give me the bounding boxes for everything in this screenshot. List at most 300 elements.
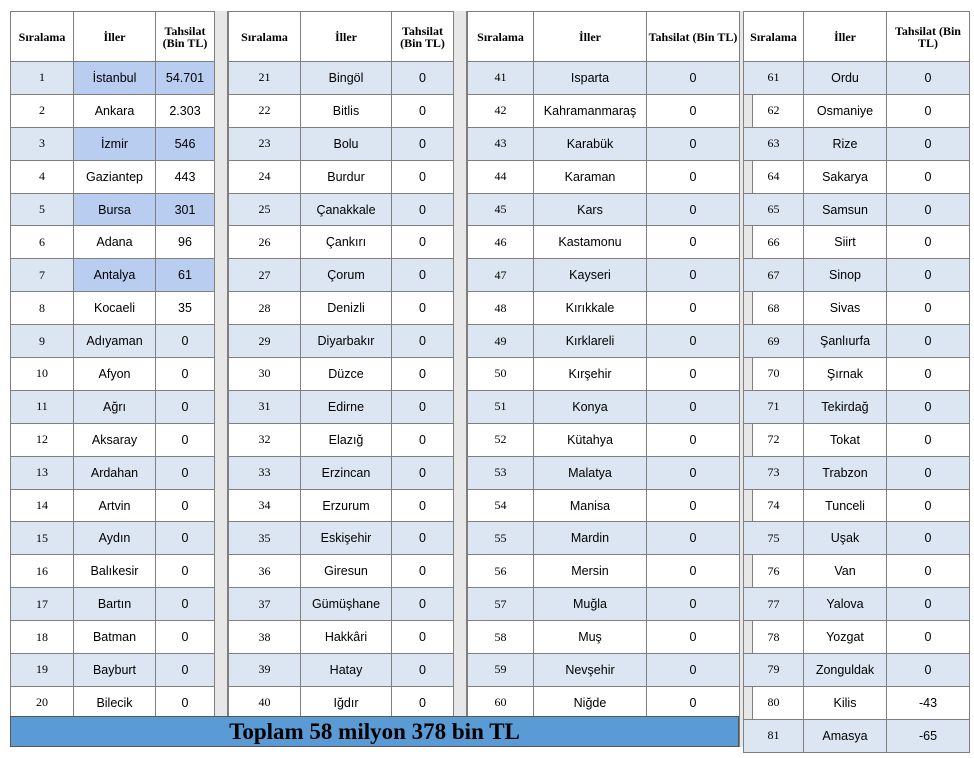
city-cell: Şanlıurfa — [804, 325, 887, 358]
city-cell: Zonguldak — [804, 654, 887, 687]
rank-cell: 5 — [11, 193, 74, 226]
header-row — [229, 12, 454, 62]
city-cell: Çanakkale — [301, 193, 392, 226]
collection-cell: 96 — [156, 226, 215, 259]
collection-cell: 0 — [887, 522, 970, 555]
collection-cell: 0 — [392, 390, 454, 423]
table-row — [744, 555, 970, 588]
table-row — [744, 62, 970, 95]
city-cell: Karabük — [534, 127, 647, 160]
city-cell: Kırıkkale — [534, 292, 647, 325]
city-cell: İzmir — [74, 127, 156, 160]
collection-cell: 0 — [647, 94, 740, 127]
table-row — [229, 325, 454, 358]
header-row — [468, 12, 740, 62]
rank-cell: 52 — [468, 423, 534, 456]
rank-cell: 75 — [744, 522, 804, 555]
table-row — [229, 654, 454, 687]
city-header: İller — [804, 12, 887, 62]
collection-cell: 0 — [392, 654, 454, 687]
city-header: İller — [534, 12, 647, 62]
table-row — [468, 588, 740, 621]
city-cell: Gaziantep — [74, 160, 156, 193]
table-row — [744, 193, 970, 226]
rank-cell: 2 — [11, 94, 74, 127]
collection-cell: 0 — [887, 621, 970, 654]
city-cell: Mersin — [534, 555, 647, 588]
rank-cell: 45 — [468, 193, 534, 226]
city-cell: Giresun — [301, 555, 392, 588]
rank-cell: 23 — [229, 127, 301, 160]
collection-cell: 0 — [887, 62, 970, 95]
table-row — [744, 522, 970, 555]
table-row — [468, 423, 740, 456]
rank-cell: 12 — [11, 423, 74, 456]
rank-cell: 43 — [468, 127, 534, 160]
collection-cell: 0 — [647, 588, 740, 621]
city-cell: Hakkâri — [301, 621, 392, 654]
table-row — [468, 555, 740, 588]
rank-cell: 37 — [229, 588, 301, 621]
table-row — [229, 193, 454, 226]
rank-cell: 19 — [11, 654, 74, 687]
city-cell: Gümüşhane — [301, 588, 392, 621]
rank-header: Sıralama — [744, 12, 804, 62]
table-row — [229, 522, 454, 555]
city-cell: Diyarbakır — [301, 325, 392, 358]
city-cell: Samsun — [804, 193, 887, 226]
rank-cell: 28 — [229, 292, 301, 325]
rank-cell: 54 — [468, 489, 534, 522]
table-row — [468, 390, 740, 423]
city-cell: Batman — [74, 621, 156, 654]
table-row — [468, 226, 740, 259]
city-cell: Nevşehir — [534, 654, 647, 687]
rank-cell: 13 — [11, 456, 74, 489]
table-row — [468, 522, 740, 555]
table-row — [468, 654, 740, 687]
header-row — [11, 12, 215, 62]
rank-cell: 62 — [744, 94, 804, 127]
collection-cell: 0 — [887, 259, 970, 292]
rank-cell: 68 — [744, 292, 804, 325]
rank-cell: 18 — [11, 621, 74, 654]
city-cell: Bitlis — [301, 94, 392, 127]
table-row — [468, 94, 740, 127]
city-cell: Sinop — [804, 259, 887, 292]
rank-cell: 79 — [744, 654, 804, 687]
collection-cell: 0 — [392, 193, 454, 226]
collection-cell: 0 — [887, 127, 970, 160]
city-cell: Bartın — [74, 588, 156, 621]
city-cell: Karaman — [534, 160, 647, 193]
city-cell: Kocaeli — [74, 292, 156, 325]
collection-cell: 0 — [887, 160, 970, 193]
city-cell: Rize — [804, 127, 887, 160]
rank-cell: 10 — [11, 358, 74, 391]
collection-cell: 0 — [392, 621, 454, 654]
rank-header: Sıralama — [468, 12, 534, 62]
table-row — [468, 489, 740, 522]
collection-cell: 0 — [647, 390, 740, 423]
table-row — [468, 292, 740, 325]
collection-cell: 0 — [647, 193, 740, 226]
city-cell: Artvin — [74, 489, 156, 522]
collection-cell: 0 — [392, 522, 454, 555]
collection-cell: 0 — [156, 621, 215, 654]
city-header: İller — [74, 12, 156, 62]
collection-cell: 0 — [887, 325, 970, 358]
table-row — [468, 127, 740, 160]
table-body — [744, 62, 970, 753]
city-cell: Bayburt — [74, 654, 156, 687]
rank-cell: 81 — [744, 719, 804, 752]
collection-cell: 0 — [392, 423, 454, 456]
city-cell: Kütahya — [534, 423, 647, 456]
rank-cell: 32 — [229, 423, 301, 456]
collection-cell: 54.701 — [156, 62, 215, 95]
city-cell: Burdur — [301, 160, 392, 193]
rank-cell: 33 — [229, 456, 301, 489]
rank-cell: 55 — [468, 522, 534, 555]
table-row — [229, 423, 454, 456]
collection-header: Tahsilat (Bin TL) — [156, 12, 215, 62]
table-row — [11, 522, 215, 555]
collection-cell: 0 — [392, 686, 454, 719]
collection-cell: 0 — [156, 358, 215, 391]
collection-cell: 0 — [392, 259, 454, 292]
table-row — [11, 193, 215, 226]
table-row — [744, 489, 970, 522]
rank-cell: 57 — [468, 588, 534, 621]
collection-cell: 0 — [156, 555, 215, 588]
rank-cell: 4 — [11, 160, 74, 193]
rank-cell: 42 — [468, 94, 534, 127]
collection-cell: 0 — [647, 62, 740, 95]
rank-cell: 27 — [229, 259, 301, 292]
table-row — [744, 390, 970, 423]
city-cell: Adana — [74, 226, 156, 259]
table-block-1 — [10, 11, 215, 720]
collection-cell: 0 — [156, 489, 215, 522]
rank-cell: 29 — [229, 325, 301, 358]
collection-cell: 0 — [392, 160, 454, 193]
city-cell: Kırklareli — [534, 325, 647, 358]
rank-cell: 26 — [229, 226, 301, 259]
city-cell: Tokat — [804, 423, 887, 456]
city-cell: Ordu — [804, 62, 887, 95]
collection-cell: 0 — [887, 226, 970, 259]
rank-cell: 66 — [744, 226, 804, 259]
collection-cell: 0 — [887, 555, 970, 588]
collection-cell: 0 — [647, 489, 740, 522]
table-row — [11, 423, 215, 456]
rank-cell: 6 — [11, 226, 74, 259]
table-row — [468, 193, 740, 226]
rank-cell: 15 — [11, 522, 74, 555]
table-row — [11, 621, 215, 654]
city-cell: Erzurum — [301, 489, 392, 522]
rank-cell: 1 — [11, 62, 74, 95]
table-row — [229, 390, 454, 423]
city-cell: Iğdır — [301, 686, 392, 719]
column-separator — [214, 11, 228, 747]
table-row — [229, 588, 454, 621]
rank-header: Sıralama — [229, 12, 301, 62]
table-row — [11, 358, 215, 391]
collection-cell: 0 — [887, 292, 970, 325]
table-row — [229, 259, 454, 292]
table-row — [11, 226, 215, 259]
table-row — [229, 489, 454, 522]
city-cell: Bursa — [74, 193, 156, 226]
collection-cell: 0 — [156, 654, 215, 687]
rank-cell: 22 — [229, 94, 301, 127]
header-row — [744, 12, 970, 62]
collection-cell: 0 — [392, 127, 454, 160]
city-cell: Muğla — [534, 588, 647, 621]
collection-cell: 0 — [887, 588, 970, 621]
rank-cell: 20 — [11, 686, 74, 719]
rank-cell: 80 — [744, 686, 804, 719]
rank-cell: 16 — [11, 555, 74, 588]
collection-cell: 546 — [156, 127, 215, 160]
collection-cell: 0 — [887, 193, 970, 226]
rank-header: Sıralama — [11, 12, 74, 62]
table-row — [744, 325, 970, 358]
city-cell: Konya — [534, 390, 647, 423]
city-cell: Yozgat — [804, 621, 887, 654]
city-cell: Antalya — [74, 259, 156, 292]
collection-cell: 0 — [392, 588, 454, 621]
city-cell: Mardin — [534, 522, 647, 555]
rank-cell: 11 — [11, 390, 74, 423]
city-cell: Bingöl — [301, 62, 392, 95]
collection-cell: 2.303 — [156, 94, 215, 127]
table-row — [468, 325, 740, 358]
collection-cell: 0 — [887, 654, 970, 687]
city-cell: Tunceli — [804, 489, 887, 522]
city-cell: Balıkesir — [74, 555, 156, 588]
rank-cell: 50 — [468, 358, 534, 391]
table-row — [11, 62, 215, 95]
rank-cell: 77 — [744, 588, 804, 621]
rank-cell: 21 — [229, 62, 301, 95]
rank-cell: 78 — [744, 621, 804, 654]
table-row — [11, 555, 215, 588]
collection-cell: -43 — [887, 686, 970, 719]
table-row — [744, 259, 970, 292]
city-cell: Adıyaman — [74, 325, 156, 358]
table-row — [468, 62, 740, 95]
city-cell: Kırşehir — [534, 358, 647, 391]
table-row — [229, 456, 454, 489]
city-cell: Isparta — [534, 62, 647, 95]
table-body — [11, 62, 215, 720]
city-cell: Amasya — [804, 719, 887, 752]
rank-cell: 38 — [229, 621, 301, 654]
city-cell: Yalova — [804, 588, 887, 621]
table-row — [744, 127, 970, 160]
table-row — [229, 292, 454, 325]
city-cell: Eskişehir — [301, 522, 392, 555]
city-cell: Malatya — [534, 456, 647, 489]
rank-cell: 71 — [744, 390, 804, 423]
collection-cell: 0 — [647, 621, 740, 654]
collection-cell: 0 — [887, 423, 970, 456]
table-row — [11, 259, 215, 292]
collection-cell: 0 — [887, 94, 970, 127]
table-row — [229, 62, 454, 95]
collection-cell: 0 — [392, 292, 454, 325]
column-separator — [453, 11, 467, 747]
table-row — [229, 226, 454, 259]
rank-cell: 59 — [468, 654, 534, 687]
city-cell: Elazığ — [301, 423, 392, 456]
city-cell: Ağrı — [74, 390, 156, 423]
city-cell: Tekirdağ — [804, 390, 887, 423]
collection-cell: 0 — [156, 456, 215, 489]
collection-cell: 0 — [156, 522, 215, 555]
table-row — [11, 456, 215, 489]
table-row — [229, 94, 454, 127]
rank-cell: 46 — [468, 226, 534, 259]
rank-cell: 36 — [229, 555, 301, 588]
collection-cell: 61 — [156, 259, 215, 292]
rank-cell: 74 — [744, 489, 804, 522]
table-row — [744, 358, 970, 391]
rank-cell: 73 — [744, 456, 804, 489]
table-row — [229, 127, 454, 160]
city-cell: Çankırı — [301, 226, 392, 259]
rank-cell: 53 — [468, 456, 534, 489]
collection-cell: 0 — [156, 390, 215, 423]
collection-cell: 0 — [392, 555, 454, 588]
table-row — [11, 94, 215, 127]
city-cell: Hatay — [301, 654, 392, 687]
rank-cell: 67 — [744, 259, 804, 292]
city-cell: Erzincan — [301, 456, 392, 489]
city-cell: Van — [804, 555, 887, 588]
rank-cell: 25 — [229, 193, 301, 226]
collection-cell: 0 — [647, 325, 740, 358]
collection-cell: 0 — [647, 127, 740, 160]
rank-cell: 65 — [744, 193, 804, 226]
table-row — [11, 489, 215, 522]
city-cell: Siirt — [804, 226, 887, 259]
table-row — [744, 686, 970, 719]
rank-cell: 30 — [229, 358, 301, 391]
city-cell: Kars — [534, 193, 647, 226]
rank-cell: 48 — [468, 292, 534, 325]
city-cell: Aydın — [74, 522, 156, 555]
table-row — [11, 127, 215, 160]
table-row — [744, 226, 970, 259]
table-body — [229, 62, 454, 720]
city-cell: İstanbul — [74, 62, 156, 95]
city-cell: Sivas — [804, 292, 887, 325]
rank-cell: 69 — [744, 325, 804, 358]
collection-cell: 0 — [887, 390, 970, 423]
city-cell: Çorum — [301, 259, 392, 292]
rank-cell: 47 — [468, 259, 534, 292]
collection-cell: 0 — [647, 555, 740, 588]
collection-cell: -65 — [887, 719, 970, 752]
table-row — [744, 423, 970, 456]
rank-cell: 3 — [11, 127, 74, 160]
table-row — [229, 358, 454, 391]
rank-cell: 64 — [744, 160, 804, 193]
table-block-4 — [743, 11, 970, 753]
table-row — [11, 588, 215, 621]
collection-cell: 0 — [647, 423, 740, 456]
table-row — [744, 719, 970, 752]
rank-cell: 7 — [11, 259, 74, 292]
collection-cell: 0 — [887, 358, 970, 391]
table-row — [744, 588, 970, 621]
collection-cell: 0 — [156, 588, 215, 621]
city-cell: Uşak — [804, 522, 887, 555]
city-cell: Afyon — [74, 358, 156, 391]
table-block-3 — [467, 11, 740, 720]
rank-cell: 70 — [744, 358, 804, 391]
table-row — [11, 160, 215, 193]
table-row — [11, 292, 215, 325]
collection-cell: 0 — [392, 226, 454, 259]
collection-header: Tahsilat (Bin TL) — [887, 12, 970, 62]
collection-cell: 0 — [156, 686, 215, 719]
city-cell: Kayseri — [534, 259, 647, 292]
table-row — [744, 621, 970, 654]
rank-cell: 41 — [468, 62, 534, 95]
collection-cell: 0 — [887, 489, 970, 522]
rank-cell: 72 — [744, 423, 804, 456]
collection-cell: 0 — [647, 160, 740, 193]
table-row — [11, 686, 215, 719]
collection-cell: 0 — [392, 489, 454, 522]
city-cell: Manisa — [534, 489, 647, 522]
city-cell: Osmaniye — [804, 94, 887, 127]
table-row — [744, 94, 970, 127]
table-row — [744, 160, 970, 193]
rank-cell: 9 — [11, 325, 74, 358]
collection-cell: 0 — [392, 358, 454, 391]
city-cell: Aksaray — [74, 423, 156, 456]
table-row — [229, 621, 454, 654]
collection-cell: 0 — [647, 654, 740, 687]
collection-cell: 0 — [392, 62, 454, 95]
rank-cell: 58 — [468, 621, 534, 654]
city-cell: Muş — [534, 621, 647, 654]
rank-cell: 31 — [229, 390, 301, 423]
table-row — [468, 358, 740, 391]
city-cell: Ardahan — [74, 456, 156, 489]
collection-header: Tahsilat (Bin TL) — [392, 12, 454, 62]
rank-cell: 44 — [468, 160, 534, 193]
collection-cell: 0 — [887, 456, 970, 489]
rank-cell: 14 — [11, 489, 74, 522]
rank-cell: 34 — [229, 489, 301, 522]
rank-cell: 40 — [229, 686, 301, 719]
table-row — [468, 686, 740, 719]
table-row — [744, 654, 970, 687]
city-cell: Sakarya — [804, 160, 887, 193]
table-row — [229, 555, 454, 588]
rank-cell: 63 — [744, 127, 804, 160]
rank-cell: 56 — [468, 555, 534, 588]
collection-cell: 0 — [156, 325, 215, 358]
city-cell: Kilis — [804, 686, 887, 719]
